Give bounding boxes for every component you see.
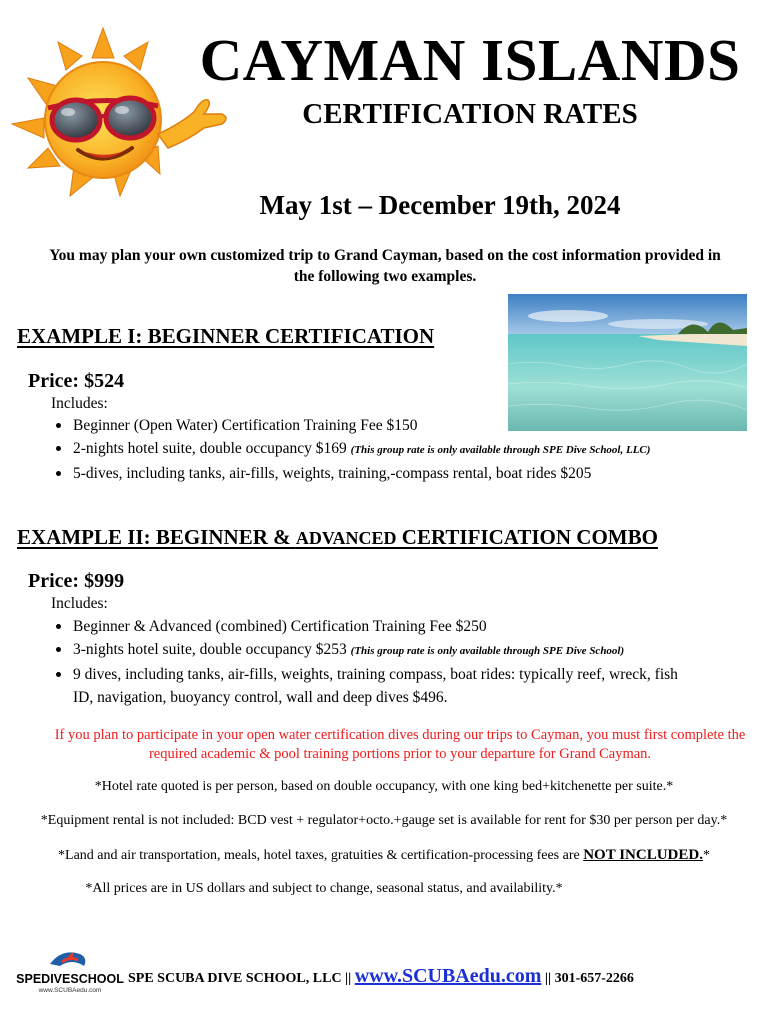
svg-text:SPEDIVESCHOOL: SPEDIVESCHOOL [16,972,124,986]
page-title: CAYMAN ISLANDS [199,27,741,93]
group-rate-note: (This group rate is only available through SPE Dive School) [350,645,625,657]
example-1-includes-label: Includes: [51,395,108,412]
company-name: SPE SCUBA DIVE SCHOOL, LLC || [128,971,352,986]
svg-text:www.SCUBAedu.com: www.SCUBAedu.com [38,987,102,994]
phone-number: || 301-657-2266 [544,971,634,986]
footer [128,962,634,993]
group-rate-note: (This group rate is only available through SPE Dive School, LLC) [350,444,651,456]
list-item: Beginner & Advanced (combined) Certification Training Fee $250 [51,615,701,638]
list-item: 2-nights hotel suite, double occupancy $169 (This group rate is only available through SPE Dive School, LLC) [51,437,741,462]
intro-text: You may plan your own customized trip to Grand Cayman, based on the cost information provided in the following two examples. [49,247,721,285]
example-1-heading: EXAMPLE I: BEGINNER CERTIFICATION [17,324,435,348]
example-2-heading: EXAMPLE II: BEGINNER & ADVANCED CERTIFICATION COMBO [17,525,658,549]
list-item: 3-nights hotel suite, double occupancy $253 (This group rate is only available through SPE Dive School) [51,638,701,663]
list-item: Beginner (Open Water) Certification Training Fee $150 [51,414,741,437]
page-subtitle: CERTIFICATION RATES [302,98,638,130]
website-link[interactable]: www.SCUBAedu.com [354,965,542,987]
equipment-note: *Equipment rental is not included: BCD vest + regulator+octo.+gauge set is available for rent for $30 per person per day.* [40,813,728,828]
example-1-items [51,414,741,485]
prerequisite-warning: If you plan to participate in your open water certification dives during our trips to Cayman, you must first complete the required academic & pool training portions prior to your departure for Grand Cayman. [54,727,746,762]
list-item: 5-dives, including tanks, air-fills, weights, training,-compass rental, boat rides $205 [51,462,741,485]
example-1-price: Price: $524 [28,370,125,392]
date-range: May 1st – December 19th, 2024 [259,190,621,220]
prices-note: *All prices are in US dollars and subject to change, seasonal status, and availability.* [85,881,563,896]
hotel-note: *Hotel rate quoted is per person, based on double occupancy, with one king bed+kitchenette per suite.* [94,779,674,794]
beach-photo [508,294,747,431]
example-2-items [51,615,701,709]
example-2-includes-label: Includes: [51,595,108,612]
not-included-emphasis: NOT INCLUDED. [583,847,703,863]
list-item: 9 dives, including tanks, air-fills, weights, training compass, boat rides: typically reef, wreck, fish ID, navigation, buoyancy control, wall and deep dives $496. [51,663,701,709]
spe-dive-school-logo [16,946,124,996]
exclusions-note: *Land and air transportation, meals, hotel taxes, gratuities & certification-processing fees are NOT INCLUDED.* [58,847,710,863]
example-2-price: Price: $999 [28,570,125,592]
